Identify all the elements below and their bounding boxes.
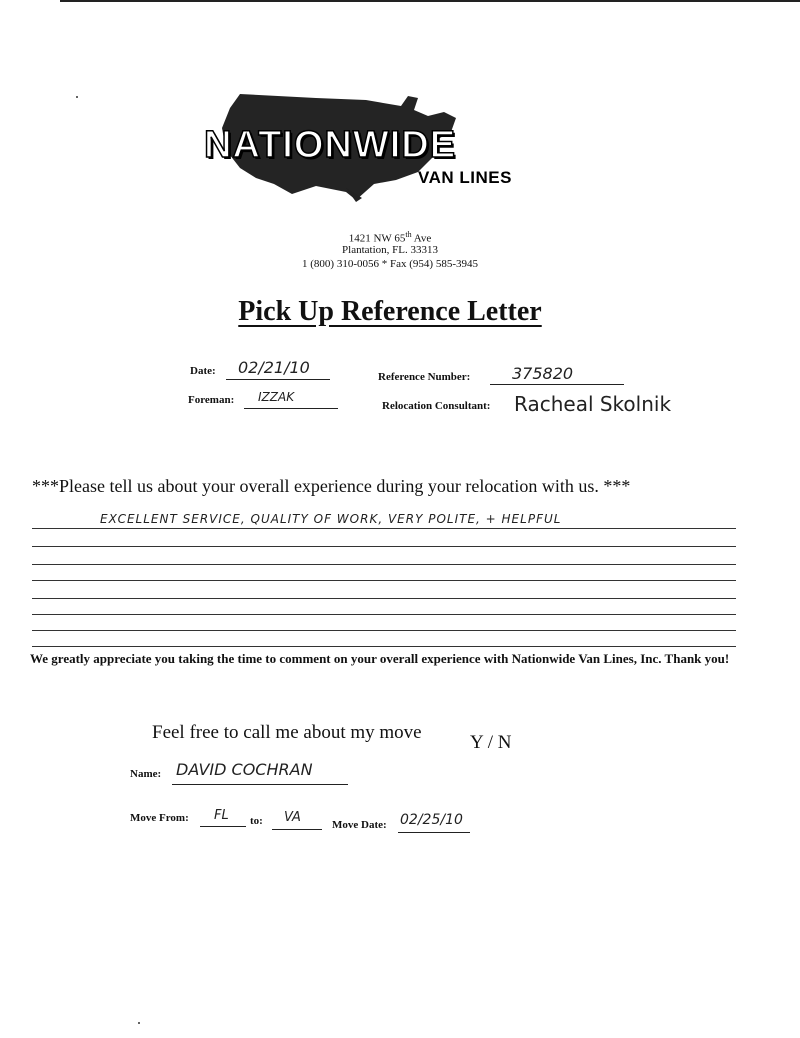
page-title: Pick Up Reference Letter (238, 296, 542, 327)
date-label: Date: (190, 365, 216, 377)
move-to-rule (272, 829, 322, 830)
name-value: DAVID COCHRAN (176, 760, 313, 779)
move-date-value: 02/25/10 (400, 812, 463, 828)
reference-number-rule (490, 384, 624, 385)
scan-speck (76, 96, 78, 98)
relocation-consultant-label: Relocation Consultant: (382, 400, 491, 412)
date-rule (226, 379, 330, 380)
address-line-1: 1421 NW 65th Ave (348, 230, 432, 245)
call-me-prompt: Feel free to call me about my move (152, 722, 422, 743)
relocation-consultant-value: Racheal Skolnik (514, 392, 672, 416)
comment-line-4 (32, 580, 736, 581)
address-line-3: 1 (800) 310-0056 * Fax (954) 585-3945 (302, 258, 478, 270)
move-to-value: VA (284, 810, 301, 825)
logo-subtitle: VAN LINES (418, 168, 512, 187)
address-line-2: Plantation, FL. 33313 (342, 244, 438, 256)
name-rule (172, 784, 348, 785)
name-label: Name: (130, 768, 162, 780)
date-value: 02/21/10 (238, 358, 310, 377)
comment-line-1 (32, 528, 736, 529)
foreman-value: IZZAK (258, 390, 295, 404)
foreman-rule (244, 408, 338, 409)
move-from-value: FL (214, 808, 229, 823)
move-from-rule (200, 826, 246, 827)
experience-question: ***Please tell us about your overall experience during your relocation with us. *** (32, 476, 631, 496)
scan-top-edge (60, 0, 800, 2)
comment-line-3 (32, 564, 736, 565)
reference-number-label: Reference Number: (378, 371, 471, 383)
comment-line-2 (32, 546, 736, 547)
nationwide-logo (196, 88, 556, 208)
thank-you-note: We greatly appreciate you taking the time to comment on your overall experience with Nationwide Van Lines, Inc. Thank you! (30, 651, 730, 666)
move-date-rule (398, 832, 470, 833)
comment-line-5 (32, 598, 736, 599)
comment-line-8 (32, 646, 736, 647)
reference-number-value: 375820 (512, 364, 574, 383)
move-date-label: Move Date: (332, 819, 387, 831)
move-from-label: Move From: (130, 812, 189, 824)
call-me-options: Y / N (470, 732, 512, 753)
logo-wordmark: NATIONWIDE (204, 124, 457, 166)
scan-speck (138, 1022, 140, 1024)
comment-line-1-text: EXCELLENT SERVICE, QUALITY OF WORK, VERY POLITE, + HELPFUL (100, 512, 562, 526)
move-to-label: to: (250, 815, 263, 827)
comment-line-7 (32, 630, 736, 631)
comment-line-6 (32, 614, 736, 615)
foreman-label: Foreman: (188, 394, 235, 406)
